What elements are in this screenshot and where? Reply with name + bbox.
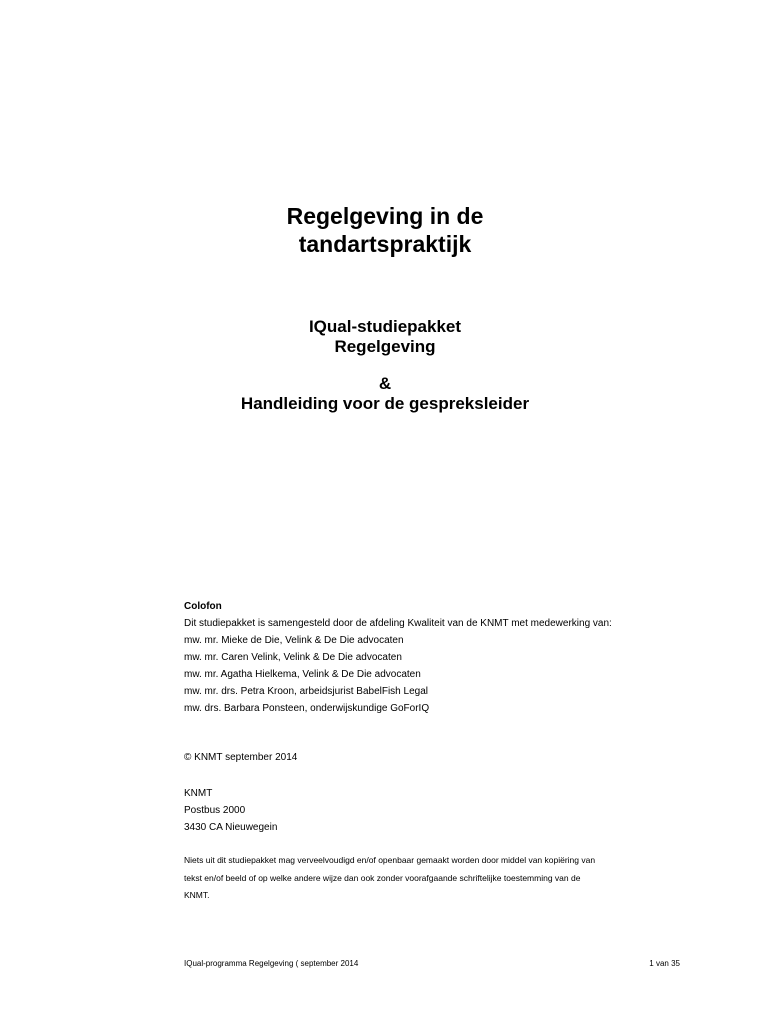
copyright-notice: [184, 852, 689, 905]
colofon-line: mw. mr. Caren Velink, Velink & De Die advocaten: [184, 652, 402, 663]
handleiding-block: [0, 374, 770, 414]
footer-document-name: IQual-programma Regelgeving ( september 2014: [184, 959, 359, 968]
title-line-1: Regelgeving in de: [286, 203, 484, 229]
ampersand: &: [378, 374, 392, 393]
address-city: 3430 CA Nieuwegein: [184, 822, 278, 833]
address-org: KNMT: [184, 788, 213, 799]
footer-page-number: 1 van 35: [649, 959, 680, 968]
handleiding-title: Handleiding voor de gespreksleider: [240, 394, 530, 413]
page-title: [0, 202, 770, 258]
colofon-line: mw. drs. Barbara Ponsteen, onderwijskundige GoForIQ: [184, 703, 430, 714]
colofon-line: Dit studiepakket is samengesteld door de afdeling Kwaliteit van de KNMT met medewerking van:: [184, 618, 612, 629]
subtitle: [0, 317, 770, 357]
colofon-line: mw. mr. Mieke de Die, Velink & De Die advocaten: [184, 635, 404, 646]
colofon-line: mw. mr. drs. Petra Kroon, arbeidsjurist BabelFish Legal: [184, 686, 428, 697]
notice-line: Niets uit dit studiepakket mag verveelvoudigd en/of openbaar gemaakt worden door middel van kopiëring van: [184, 855, 596, 865]
address-postbus: Postbus 2000: [184, 805, 246, 816]
subtitle-line-1: IQual-studiepakket: [308, 317, 462, 336]
subtitle-line-2: Regelgeving: [334, 337, 436, 356]
colofon-line: mw. mr. Agatha Hielkema, Velink & De Die advocaten: [184, 669, 421, 680]
colofon-heading: Colofon: [184, 601, 222, 612]
notice-line: KNMT.: [184, 890, 210, 900]
notice-line: tekst en/of beeld of op welke andere wijze dan ook zonder voorafgaande schriftelijke toestemming van de: [184, 872, 581, 883]
address-block: [184, 785, 277, 836]
copyright-text: © KNMT september 2014: [184, 752, 298, 763]
colofon-section: [184, 598, 704, 717]
title-line-2: tandartspraktijk: [298, 231, 472, 257]
